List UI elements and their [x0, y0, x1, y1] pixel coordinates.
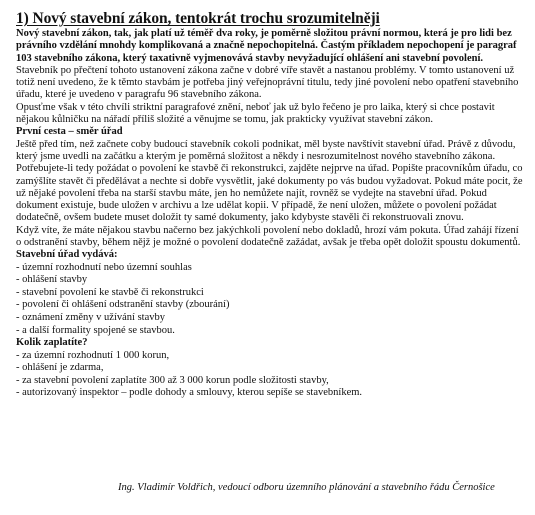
paragraph-4: Potřebujete-li tedy požádat o povolení ke stavbě či rekonstrukci, zajděte nejprve na úřad. Popište pracovníkům úřadu, co zamýšlíte stavět či předělávat a nechte si dobře vysvětlit, jaké dokumenty po vás budou vyžadovat. Pokud máte pocit, že už nějaké povolení třeba na starší stavbu máte, jen ho nemůžete najít, rovněž se vydejte na stavební úřad. Pokud dokument existuje, bude uložen v archivu a lze udělat kopii. V případě, že není uložen, můžete o povolení požádat dodatečně, ovšem budete muset doložit ty samé dokumenty, jako kdybyste stavěli či rekonstruovali znovu. [16, 163, 523, 224]
list-item: - za územní rozhodnutí 1 000 korun, [16, 349, 170, 361]
list-item: - autorizovaný inspektor – podle dohody a smlouvy, kterou sepíše se stavebníkem. [16, 387, 363, 399]
list-item: - stavební povolení ke stavbě či rekonstrukci [16, 286, 204, 298]
fees-heading: Kolik zaplatíte? [16, 337, 88, 349]
list-item: - územní rozhodnutí nebo územní souhlas [16, 261, 192, 273]
intro-paragraph: Nový stavební zákon, tak, jak platí už téměř dva roky, je poměrně složitou právní normou, která je pro lidi bez právního vzdělání mnohdy komplikovaná a značně nepochopitelná. Častým příkladem nepochopení je paragraf 103 stavebního zákona, který taxativně vyjmenovává stavby nevyžadující ohlášení ani stavební povolení. [16, 28, 517, 64]
issues-heading: Stavební úřad vydává: [16, 249, 118, 261]
fees-list [16, 350, 523, 400]
author-signature: Ing. Vladimír Voldřich, vedoucí odboru územního plánování a stavebního řádu Černošice [118, 482, 495, 493]
paragraph-1: Stavebník po přečtení tohoto ustanovení zákona začne v dobré víře stavět a nastanou problémy. V tomto ustanovení už totiž není uvedeno, že k těmto stavbám je potřeba jiný veřejnoprávní titulu, tedy jiné povolení nebo opatření stavebního úřadu, které je uvedeno v paragrafu 96 stavebního zákona. [16, 64, 519, 101]
step1-heading: První cesta – směr úřad [16, 126, 123, 138]
list-item: - povolení či ohlášení odstranění stavby (zbourání) [16, 299, 230, 311]
list-item: - a další formality spojené se stavbou. [16, 324, 175, 336]
list-item: - ohlášení je zdarma, [16, 362, 104, 374]
issues-list [16, 262, 523, 338]
paragraph-3: Ještě před tím, než začnete coby budoucí stavebník cokoli podnikat, měl byste navštívit stavební úřad. Právě z důvodu, který jsme uvedli na začátku a kterým je poměrná složitost a někdy i nesrozumitelnost nového stavebního zákona. [16, 138, 516, 162]
article-title: 1) Nový stavební zákon, tentokrát trochu srozumitelněji [16, 10, 380, 27]
list-item: - oznámení změny v užívání stavby [16, 312, 165, 324]
list-item: - za stavební povolení zaplatíte 300 až 3 000 korun podle složitosti stavby, [16, 374, 329, 386]
paragraph-5: Když víte, že máte nějakou stavbu načerno bez jakýchkoli povolení nebo dokladů, hrozí vám pokuta. Úřad zahájí řízení o odstranění stavby, během nějž je možné o povolení dodatečně zažádat, avšak je třeba opět doložit spoustu dokumentů. [16, 224, 521, 249]
paragraph-2: Opusťme však v této chvíli striktní paragrafové znění, neboť jak už bylo řečeno je pro laika, který si chce postavit nějakou kůlničku na nářadí příliš složité a věnujme se tomu, jak prakticky využívat stavební zákon. [16, 101, 495, 126]
list-item: - ohlášení stavby [16, 274, 88, 286]
